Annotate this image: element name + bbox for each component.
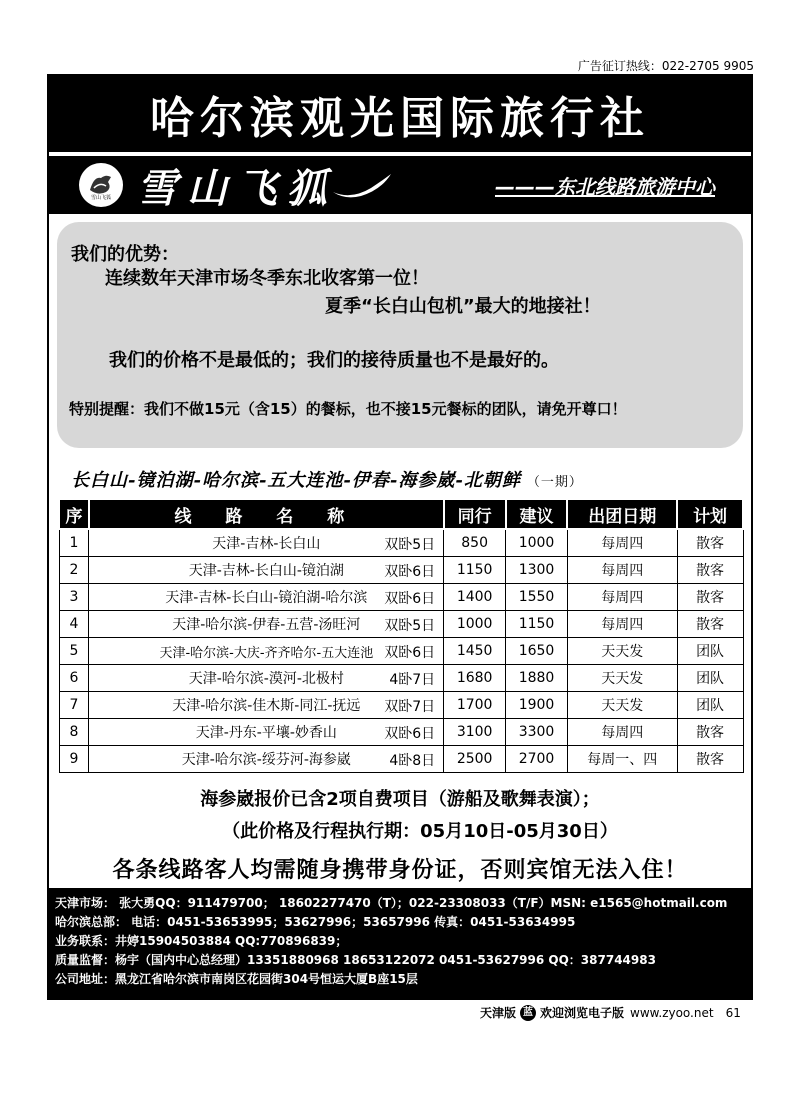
route-berth: 4卧8日 [389,753,436,769]
route-berth: 双卧5日 [384,618,436,634]
table-row [59,529,743,557]
price-note: 海参崴报价已含2项自费项目（游船及歌舞表演）； [200,789,600,810]
table-row [59,611,743,638]
footer-badge-icon: 蓝 [520,1005,536,1021]
table-row [59,638,743,665]
row-date: 每周四 [567,719,677,746]
row-route [89,638,444,665]
advantages-box [57,222,743,448]
row-peer-price: 1400 [444,584,506,611]
row-peer-price: 1680 [444,665,506,692]
contact-block [49,888,751,998]
row-no: 3 [59,584,89,611]
row-date: 天天发 [567,638,677,665]
col-header-date: 出团日期 [567,499,677,529]
row-no: 5 [59,638,89,665]
col-header-route: 线 路 名 称 [89,499,444,529]
contact-tianjin: 天津市场： 张大勇QQ：911479700； 18602277470（T）；022-23308033（T/F）MSN: e1565@hotmail.com [55,896,728,910]
row-plan: 散客 [677,611,743,638]
row-date: 天天发 [567,665,677,692]
row-date: 每周一、四 [567,746,677,773]
row-plan: 团队 [677,665,743,692]
table-row [59,719,743,746]
fox-logo-icon [79,163,123,207]
row-suggest-price: 1000 [506,529,568,557]
brand-bar [49,152,751,214]
row-peer-price: 1000 [444,611,506,638]
routes-header [71,466,751,492]
logo-text: 雪山飞狐 [90,195,112,201]
row-plan: 散客 [677,746,743,773]
page-footer [480,1004,741,1021]
route-berth: 双卧6日 [384,591,436,607]
row-route [89,584,444,611]
route-berth: 4卧7日 [389,672,436,688]
row-suggest-price: 1650 [506,638,568,665]
row-no: 1 [59,529,89,557]
row-suggest-price: 1300 [506,557,568,584]
advantage-line-3: 我们的价格不是最低的；我们的接待质量也不是最好的。 [109,350,559,371]
col-header-suggest: 建议 [506,499,568,529]
row-plan: 散客 [677,529,743,557]
brand-slogan: ———东北线路旅游中心 [495,174,715,199]
row-no: 9 [59,746,89,773]
row-route [89,719,444,746]
contact-quality: 质量监督：杨宇（国内中心总经理）13351880968 18653122072 0451-53627996 QQ：387744983 [55,953,656,967]
route-berth: 双卧6日 [384,726,436,742]
row-date: 每周四 [567,557,677,584]
route-name: 天津-哈尔滨-伊春-五营-汤旺河 [172,617,361,633]
footer-url[interactable]: www.zyoo.net [630,1005,714,1020]
routes-period: （一期） [526,475,583,490]
advantage-line-2: 夏季“长白山包机”最大的地接社！ [325,296,601,317]
row-plan: 散客 [677,719,743,746]
row-date: 天天发 [567,692,677,719]
route-name: 天津-哈尔滨-绥芬河-海参崴 [181,752,351,768]
row-route [89,665,444,692]
route-berth: 双卧6日 [384,645,436,661]
row-plan: 散客 [677,557,743,584]
table-row [59,584,743,611]
row-suggest-price: 1150 [506,611,568,638]
row-peer-price: 1700 [444,692,506,719]
row-peer-price: 850 [444,529,506,557]
id-warning: 各条线路客人均需随身携带身份证，否则宾馆无法入住！ [112,858,688,883]
route-name: 天津-吉林-长白山 [212,536,321,552]
row-plan: 散客 [677,584,743,611]
row-no: 6 [59,665,89,692]
route-berth: 双卧6日 [384,564,436,580]
row-peer-price: 1150 [444,557,506,584]
table-row [59,746,743,773]
special-notice: 特别提醒：我们不做15元（含15）的餐标，也不接15元餐标的团队，请免开尊口！ [69,400,627,418]
routes-table [58,498,744,773]
advantage-line-1: 连续数年天津市场冬季东北收客第一位！ [105,268,429,289]
row-no: 2 [59,557,89,584]
table-header-row [59,499,743,529]
contact-business: 业务联系：井婷15904503884 QQ:770896839； [55,934,348,948]
row-date: 每周四 [567,529,677,557]
route-name: 天津-吉林-长白山-镜泊湖-哈尔滨 [165,590,368,606]
row-route [89,557,444,584]
row-date: 每周四 [567,611,677,638]
routes-title: 长白山-镜泊湖-哈尔滨-五大连池-伊春-海参崴-北朝鲜 [71,470,521,491]
row-suggest-price: 1900 [506,692,568,719]
row-suggest-price: 1880 [506,665,568,692]
col-header-no: 序 [59,499,89,529]
row-peer-price: 3100 [444,719,506,746]
row-date: 每周四 [567,584,677,611]
row-route [89,746,444,773]
row-suggest-price: 2700 [506,746,568,773]
row-peer-price: 1450 [444,638,506,665]
footer-welcome: 欢迎浏览电子版 [540,1006,625,1020]
row-route [89,529,444,557]
row-no: 8 [59,719,89,746]
col-header-plan: 计划 [677,499,743,529]
route-berth: 双卧5日 [384,537,436,553]
contact-hq: 哈尔滨总部： 电话：0451-53653995；53627996；53657996 传真：0451-53634995 [55,915,576,929]
page-number: 61 [725,1005,741,1020]
route-name: 天津-哈尔滨-漠河-北极村 [188,671,344,687]
footer-edition: 天津版 [480,1006,517,1020]
route-berth: 双卧7日 [384,699,436,715]
route-name: 天津-吉林-长白山-镜泊湖 [188,563,344,579]
agency-title: 哈尔滨观光国际旅行社 [49,76,751,152]
table-row [59,557,743,584]
fox-tail-icon [331,170,393,200]
row-no: 7 [59,692,89,719]
row-suggest-price: 1550 [506,584,568,611]
route-name: 天津-哈尔滨-佳木斯-同江-抚远 [172,698,361,714]
route-name: 天津-哈尔滨-大庆-齐齐哈尔-五大连池 [159,645,374,661]
col-header-peer: 同行 [444,499,506,529]
row-route [89,692,444,719]
row-plan: 团队 [677,692,743,719]
brand-name: 雪山飞狐 [137,164,337,212]
advantages-title: 我们的优势： [71,244,179,265]
contact-address: 公司地址：黑龙江省哈尔滨市南岗区花园街304号恒运大厦B座15层 [55,972,418,986]
table-row [59,692,743,719]
row-suggest-price: 3300 [506,719,568,746]
ad-hotline: 广告征订热线：022-2705 9905 [577,59,754,73]
validity-note: （此价格及行程执行期：05月10日-05月30日） [222,821,618,842]
row-route [89,611,444,638]
advertisement-frame [47,74,753,1000]
row-plan: 团队 [677,638,743,665]
table-row [59,665,743,692]
route-name: 天津-丹东-平壤-妙香山 [195,725,337,741]
row-no: 4 [59,611,89,638]
row-peer-price: 2500 [444,746,506,773]
